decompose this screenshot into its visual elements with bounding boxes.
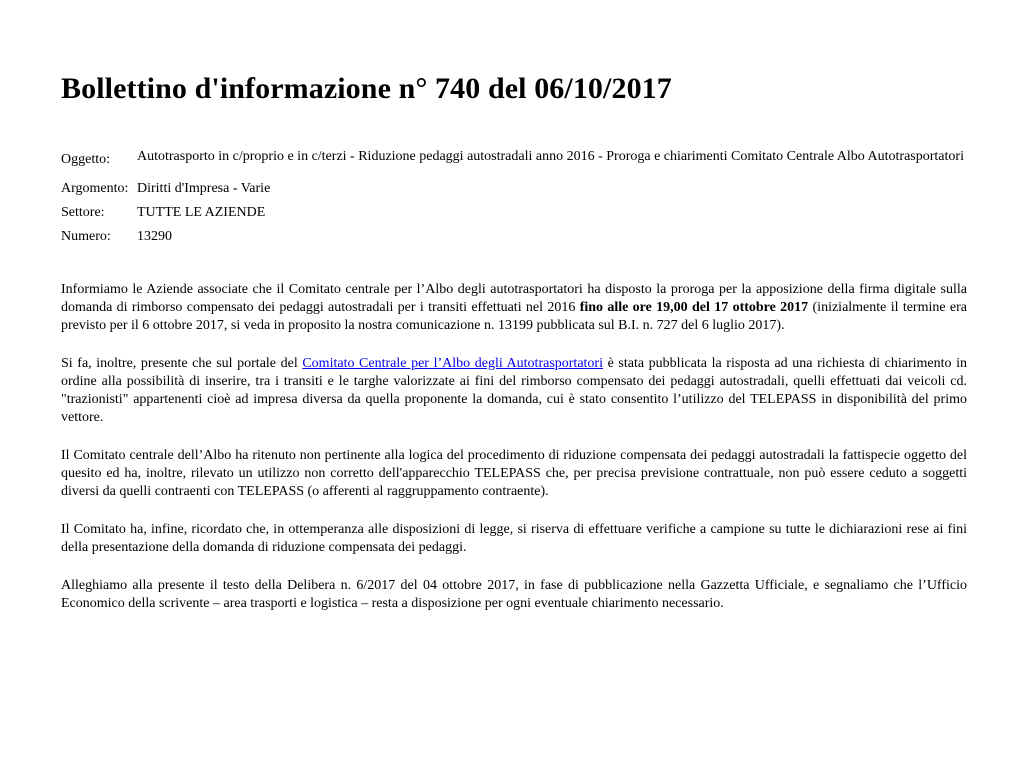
argomento-label: Argomento: (61, 181, 129, 196)
meta-row-numero (61, 225, 977, 249)
paragraph-5: Alleghiamo alla presente il testo della Delibera n. 6/2017 del 04 ottobre 2017, in fase di pubblicazione nella Gazzetta Ufficiale, e segnaliamo che l’Ufficio Economico della scrivente – area trasporti e logistica – resta a disposizione per ogni eventuale chiarimento necessario. (61, 578, 967, 611)
paragraph-1 (61, 281, 967, 335)
meta-row-settore (61, 201, 977, 225)
paragraph-4: Il Comitato ha, infine, ricordato che, in ottemperanza alle disposizioni di legge, si riserva di effettuare verifiche a campione su tutte le dichiarazioni rese ai fini della presentazione della domanda di riduzione compensata dei pedaggi. (61, 522, 967, 555)
paragraph-2-text-b: è stata pubblicata la risposta ad una richiesta di chiarimento in ordine alla possibilità di inserire, tra i transiti e le targhe valorizzate ai fini del rimborso compensato dei pedaggi autostradali, quelli effettuati dai veicoli cd. "trazionisti" appartenenti cioè ad impresa diversa da quella proponente la domanda, cui è stato consentito l’utilizzo del TELEPASS in disponibilità del primo vettore. (61, 356, 967, 425)
paragraph-2 (61, 355, 967, 427)
oggetto-value: Autotrasporto in c/proprio e in c/terzi - Riduzione pedaggi autostradali anno 2016 - Proroga e chiarimenti Comitato Centrale Albo Autotrasportatori (137, 149, 964, 164)
settore-label: Settore: (61, 205, 105, 220)
meta-row-argomento (61, 177, 977, 201)
paragraph-2-text-a: Si fa, inoltre, presente che sul portale del (61, 356, 303, 371)
settore-value: TUTTE LE AZIENDE (137, 205, 266, 220)
numero-label: Numero: (61, 229, 111, 244)
oggetto-label: Oggetto: (61, 152, 110, 167)
comitato-centrale-link[interactable]: Comitato Centrale per l’Albo degli Autotrasportatori (302, 356, 603, 371)
article-body (61, 281, 967, 633)
paragraph-1-text-b: (inizialmente il termine era previsto per il 6 ottobre 2017, si veda in proposito la nostra comunicazione n. 13199 pubblicata sul B.I. n. 727 del 6 luglio 2017). (61, 300, 967, 333)
metadata-table (61, 137, 977, 249)
numero-value: 13290 (137, 229, 172, 244)
paragraph-1-text-a: Informiamo le Aziende associate che il Comitato centrale per l’Albo degli autotrasportatori ha disposto la proroga per la apposizione della firma digitale sulla domanda di rimborso compensato dei pedaggi autostradali per i transiti effettuati nel 2016 (61, 282, 967, 315)
meta-row-oggetto (61, 137, 977, 177)
deadline-bold: fino alle ore 19,00 del 17 ottobre 2017 (579, 300, 809, 315)
argomento-value: Diritti d'Impresa - Varie (137, 181, 271, 196)
paragraph-3: Il Comitato centrale dell’Albo ha ritenuto non pertinente alla logica del procedimento di riduzione compensata dei pedaggi autostradali la fattispecie oggetto del quesito ed ha, inoltre, rilevato un utilizzo non corretto dell'apparecchio TELEPASS che, per precisa previsione contrattuale, non può essere ceduto a soggetti diversi da quelli contraenti con TELEPASS (o afferenti al raggruppamento contraente). (61, 448, 967, 499)
page-title: Bollettino d'informazione n° 740 del 06/10/2017 (61, 72, 672, 105)
